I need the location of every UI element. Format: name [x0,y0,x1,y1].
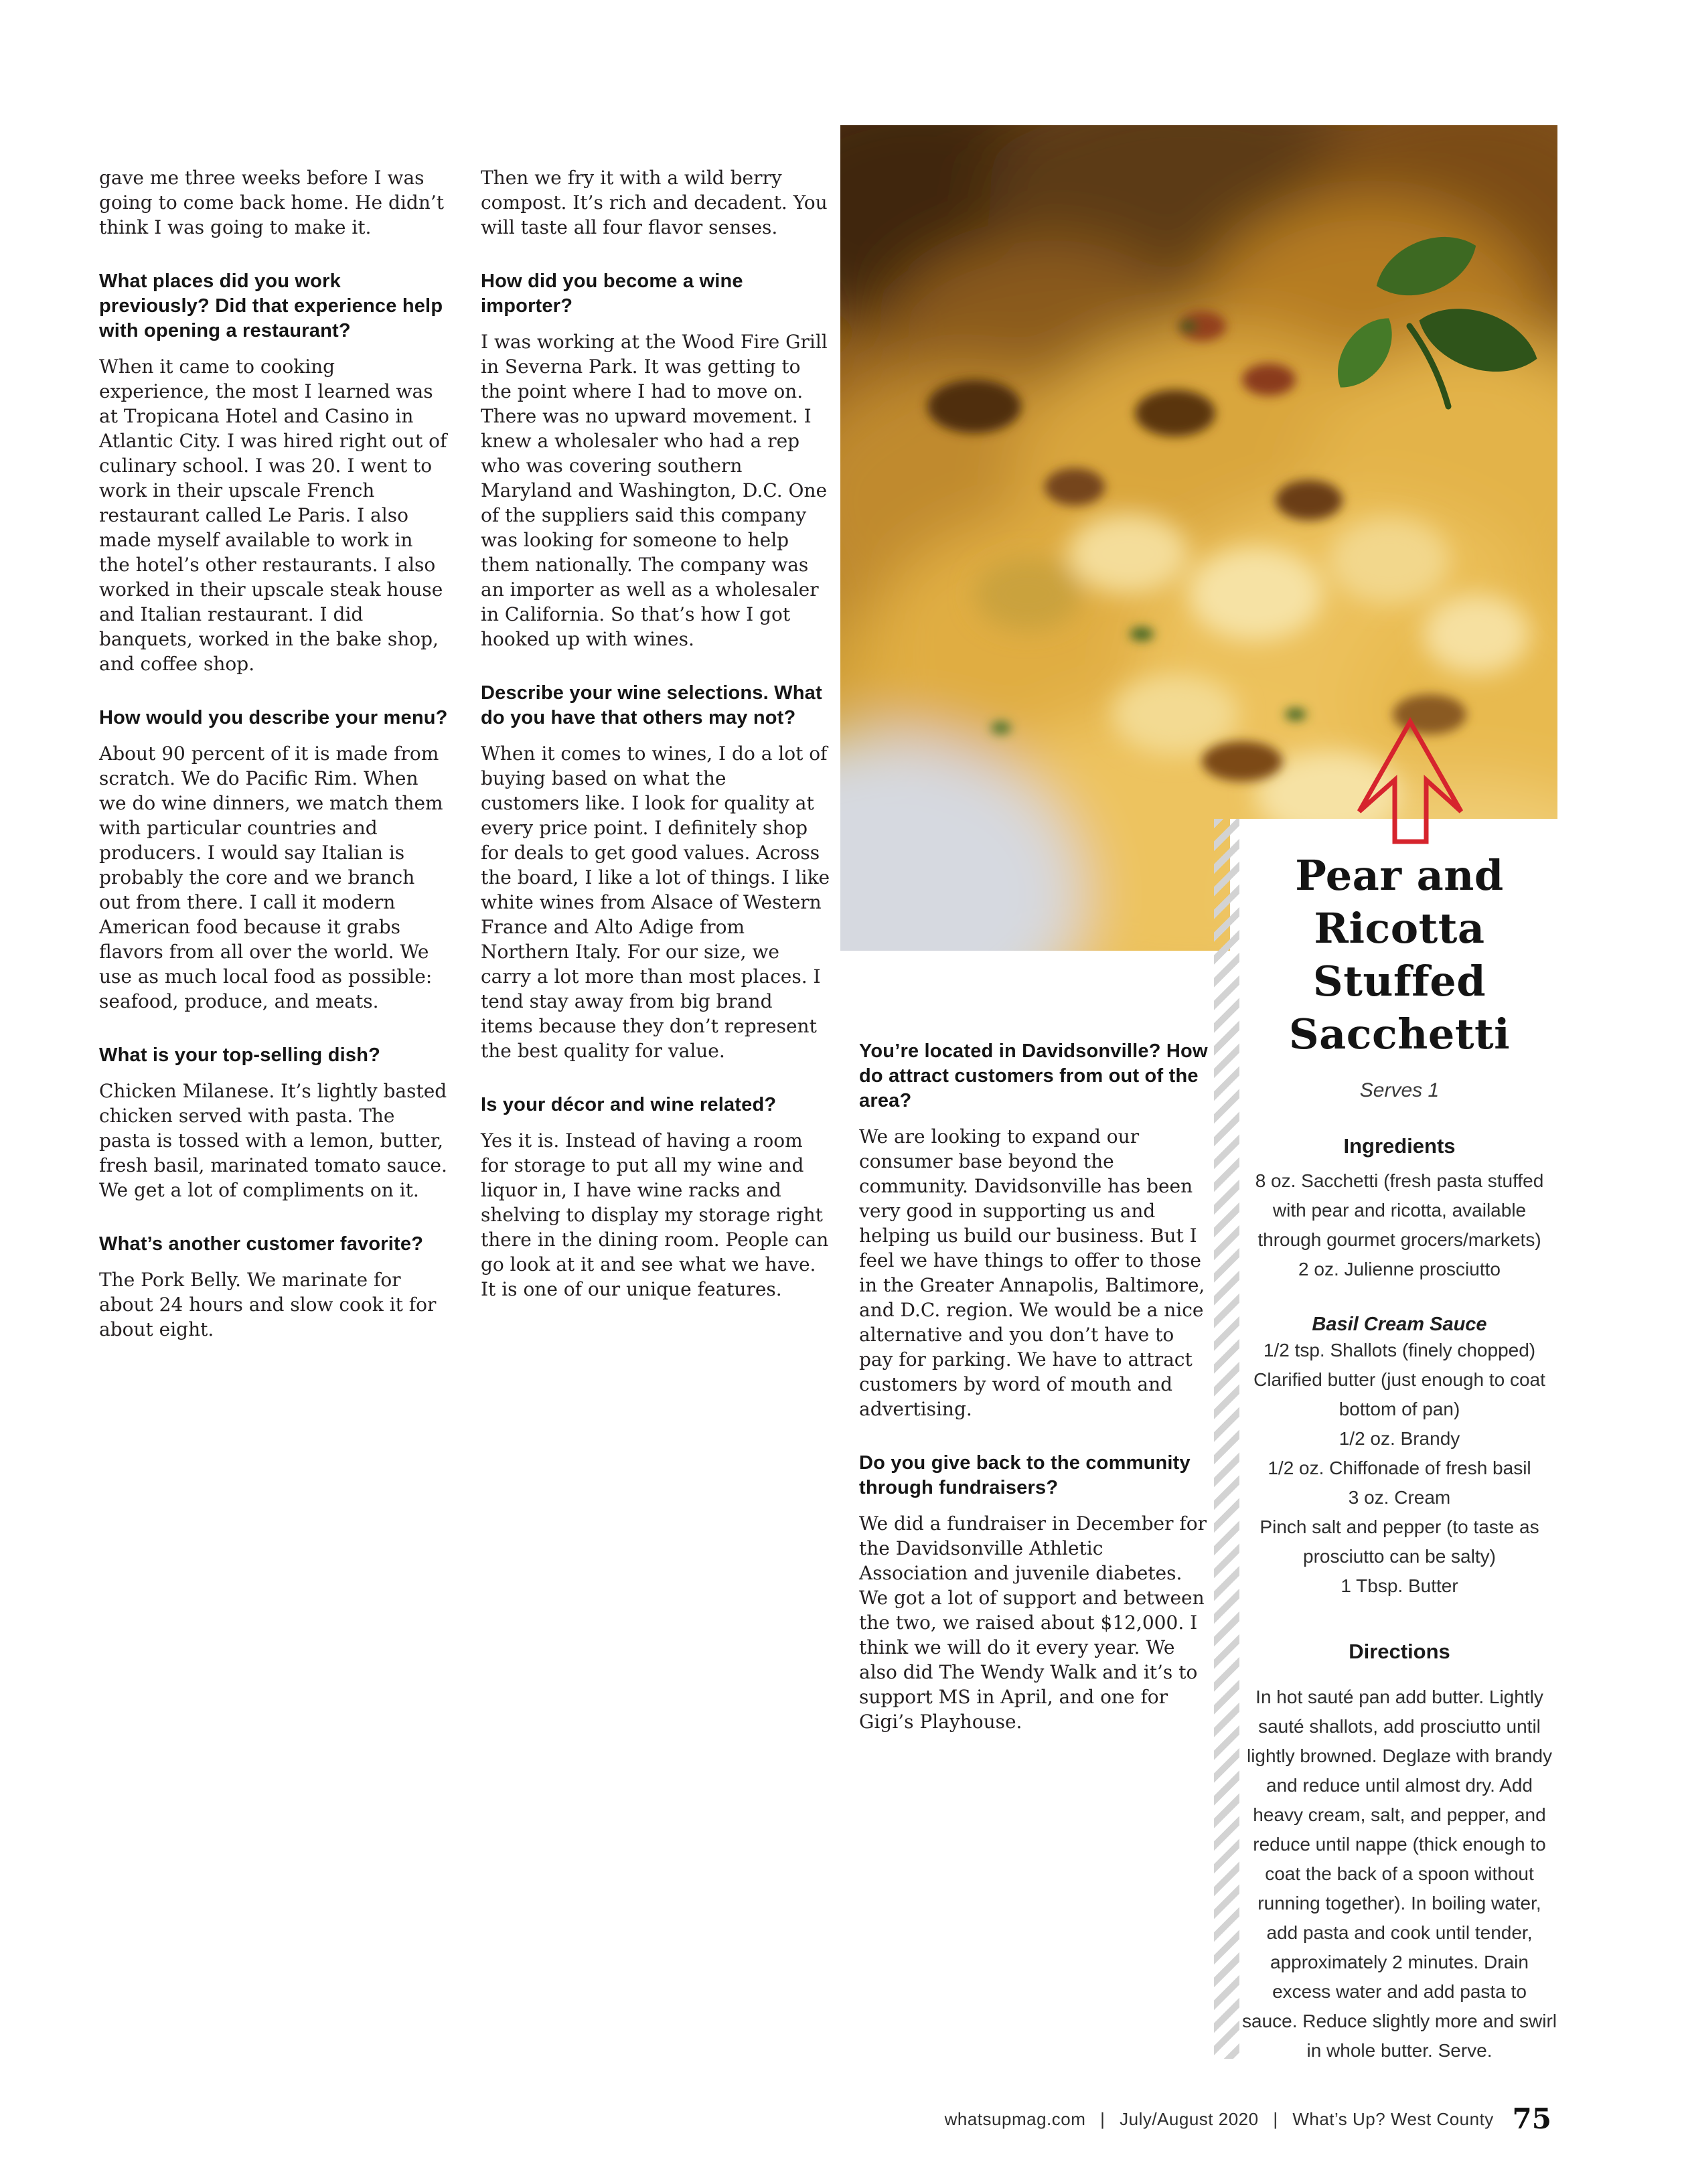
article-column-3 [859,1039,1209,1734]
interview-answer: I was working at the Wood Fire Grill in Severna Park. It was getting to the point where I had to move on. There was no upward movement. I knew a wholesaler who had a rep who was covering southern Maryland and Washington, D.C. One of the suppliers said this company was looking for someone to help them nationally. The company was an importer as well as a wholesaler in California. So that’s how I got hooked up with wines. [481,331,828,650]
interview-answer: Chicken Milanese. It’s lightly basted chicken served with pasta. The pasta is tossed with a lemon, butter, fresh basil, marinated tomato sauce. We get a lot of compliments on it. [99,1080,447,1201]
article-column-1 [99,165,449,1342]
footer-issue: July/August 2020 [1120,2109,1259,2129]
interview-answer: The Pork Belly. We marinate for about 24 hours and slow cook it for about eight. [99,1269,437,1340]
recipe-serves: Serves 1 [1359,1079,1440,1101]
interview-answer: We are looking to expand our consumer base beyond the community. Davidsonville has been very good in supporting us and helping us build our business. But I feel we have things to offer to those in the Greater Annapolis, Baltimore, and D.C. region. We would be a nice alternative and you don’t have to pay for parking. We have to attract customers by word of mouth and advertising. [859,1125,1205,1420]
recipe-title-line: Stuffed [1312,957,1486,1006]
recipe-title-line: Ricotta [1314,904,1485,953]
ingredient-item: Clarified butter (just enough to coat bottom of pan) [1253,1369,1545,1419]
directions-heading: Directions [1349,1640,1450,1663]
interview-answer: About 90 percent of it is made from scratch. We do Pacific Rim. When we do wine dinners, we match them with particular countries and producers. I would say Italian is probably the core and we branch out from there. I call it modern American food because it grabs flavors from all over the world. We use as much local food as possible: seafood, produce, and meats. [99,743,443,1012]
interview-answer: Then we fry it with a wild berry compost. It’s rich and decadent. You will taste all four flavor senses. [481,167,828,238]
interview-question: What is your top-selling dish? [99,1044,381,1066]
interview-answer: When it came to cooking experience, the most I learned was at Tropicana Hotel and Casino in Atlantic City. I was hired right out of culinary school. I was 20. I went to work in their upscale French restaurant called Le Paris. I also made myself available to work in the hotel’s other restaurants. I also worked in their upscale steak house and Italian restaurant. I did banquets, worked in the bake shop, and coffee shop. [99,356,447,675]
footer-site: whatsupmag.com [944,2109,1086,2129]
page-number: 75 [1512,2102,1551,2135]
ingredients-heading: Ingredients [1343,1134,1456,1158]
interview-question: What places did you work previously? Did that experience help with opening a restaurant? [99,270,443,341]
recipe-title-line: Pear and [1295,851,1504,900]
interview-answer: gave me three weeks before I was going to come back home. He didn’t think I was going to make it. [99,167,445,238]
interview-question: Is your décor and wine related? [481,1094,777,1115]
page-footer [840,2102,1551,2135]
recipe-title-line: Sacchetti [1288,1010,1511,1059]
up-arrow-icon [1346,710,1470,850]
ingredient-item: 8 oz. Sacchetti (fresh pasta stuffed with pear and ricotta, available through gourmet grocers/markets) [1255,1170,1544,1250]
interview-question: Describe your wine selections. What do you have that others may not? [481,682,822,728]
interview-question: You’re located in Davidsonville? How do attract customers from out of the area? [859,1040,1208,1111]
footer-separator: | [1273,2109,1278,2129]
sauce-ingredients-list [1242,1336,1557,1601]
diagonal-stripes-decoration [1214,819,1239,2059]
ingredient-item: 1/2 oz. Chiffonade of fresh basil [1268,1458,1531,1478]
sauce-subheading: Basil Cream Sauce [1312,1314,1487,1335]
interview-question: Do you give back to the community through fundraisers? [859,1452,1191,1498]
ingredient-item: Pinch salt and pepper (to taste as prosciutto can be salty) [1259,1516,1539,1567]
interview-answer: When it comes to wines, I do a lot of buying based on what the customers like. I look for quality at every price point. I definitely shop for deals to get good values. Across the board, I like a lot of things. I like white wines from Alsace of Western France and Alto Adige from Northern Italy. For our size, we carry a lot more than most places. I tend stay away from big brand items because they don’t represent the best quality for value. [481,743,830,1062]
article-column-2 [481,165,830,1302]
interview-question: What’s another customer favorite? [99,1233,424,1255]
main-ingredients-list [1242,1166,1557,1284]
ingredient-item: 1 Tbsp. Butter [1341,1575,1458,1596]
ingredient-item: 2 oz. Julienne prosciutto [1298,1259,1501,1279]
recipe-directions: In hot sauté pan add butter. Lightly sauté shallots, add prosciutto until lightly browned. Deglaze with brandy and reduce until almost dry. Add heavy cream, salt, and pepper, and reduce until nappe (thick enough to coat the back of a spoon without running together). In boiling water, add pasta and cook until tender, approximately 2 minutes. Drain excess water and add pasta to sauce. Reduce slightly more and swirl in whole butter. Serve. [1242,1687,1557,2061]
footer-publication: What’s Up? West County [1292,2109,1494,2129]
ingredient-item: 1/2 oz. Brandy [1339,1428,1460,1449]
recipe-card [1242,849,1557,2065]
interview-question: How did you become a wine importer? [481,270,743,317]
ingredient-item: 3 oz. Cream [1348,1487,1451,1508]
recipe-title [1242,849,1557,1061]
footer-separator: | [1100,2109,1105,2129]
interview-question: How would you describe your menu? [99,707,448,728]
interview-answer: Yes it is. Instead of having a room for storage to put all my wine and liquor in, I have wine racks and shelving to display my storage right there in the dining room. People can go look at it and see what we have. It is one of our unique features. [481,1129,829,1300]
ingredient-item: 1/2 tsp. Shallots (finely chopped) [1263,1340,1536,1360]
interview-answer: We did a fundraiser in December for the Davidsonville Athletic Association and juvenile diabetes. We got a lot of support and between the two, we raised about $12,000. I think we will do it every year. We also did The Wendy Walk and it’s to support MS in April, and one for Gigi’s Playhouse. [859,1512,1207,1733]
